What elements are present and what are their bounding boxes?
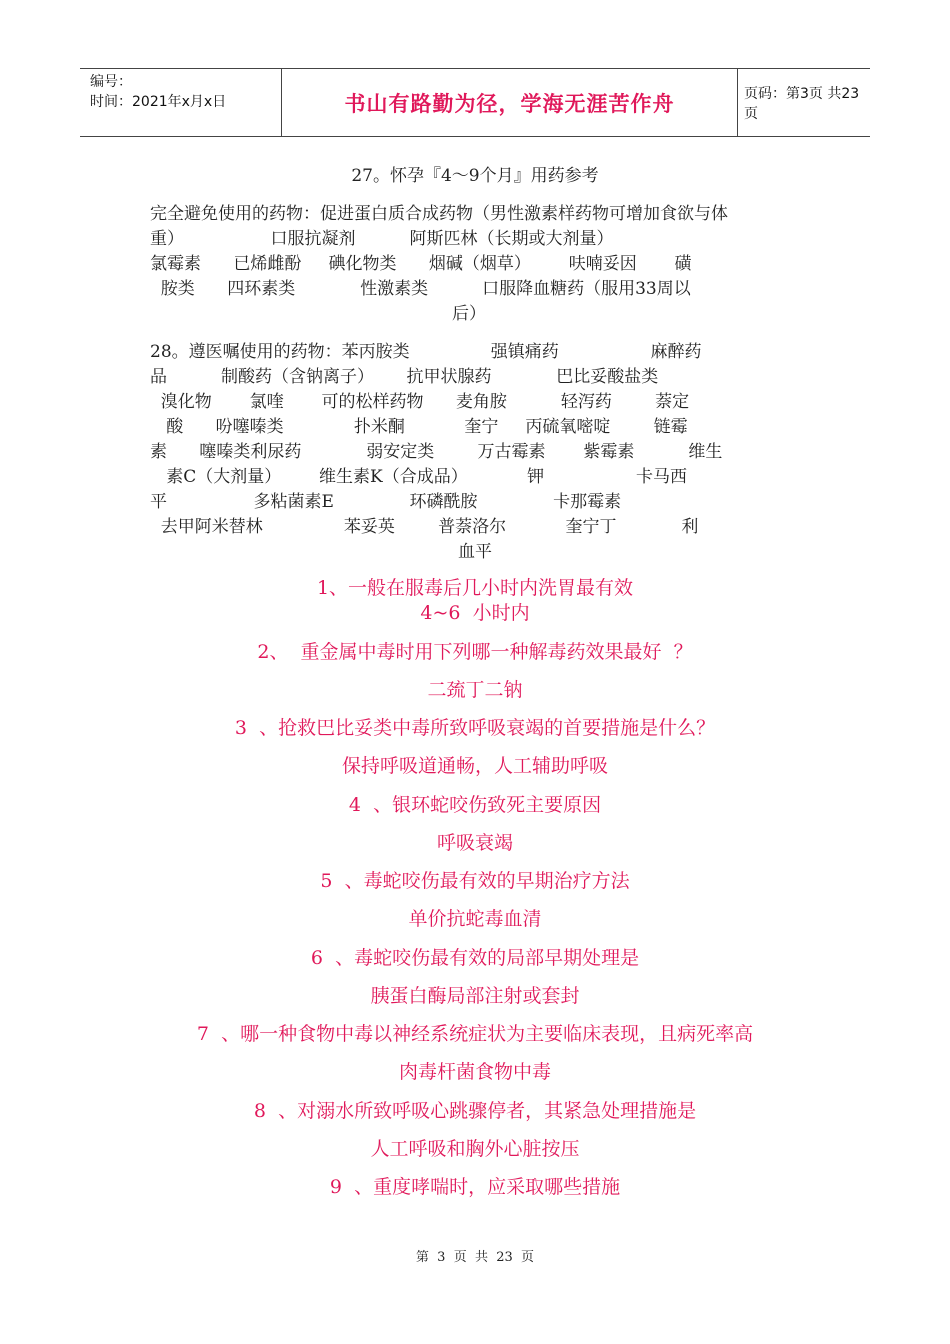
qa-answer: 肉毒杆菌食物中毒 [398,1061,551,1083]
time-label: 时间：2021年x月x日 [90,94,227,110]
qa-question: 5 、毒蛇咬伤最有效的早期治疗方法 [320,870,630,892]
section-28-line: 溴化物 氯喹 可的松样药物 麦角胺 轻泻药 萘定 [150,392,690,412]
section-28-line: 28。遵医嘱使用的药物：苯丙胺类 强镇痛药 麻醉药 [150,342,702,362]
section-27-title: 27。怀孕『4～9个月』用药参考 [351,166,599,186]
section-28-line: 素C（大剂量） 维生素K（合成品） 钾 卡马西 [150,467,688,487]
section-27-line: 氯霉素 已烯雌酚 碘化物类 烟碱（烟草） 呋喃妥因 磺 [150,254,692,274]
qa-question: 1、一般在服毒后几小时内洗胃最有效 [316,577,634,599]
qa-question: 2、 重金属中毒时用下列哪一种解毒药效果最好 ？ [257,641,693,663]
section-28-line: 去甲阿米替林 苯妥英 普萘洛尔 奎宁丁 利 [150,517,699,537]
section-27-line: 胺类 四环素类 性激素类 口服降血糖药（服用33周以 [150,279,691,299]
page-footer: 第 3 页 共 23 页 [415,1250,535,1265]
document-header [80,68,870,137]
section-27-line: 重） 口服抗凝剂 阿斯匹林（长期或大剂量） [150,229,614,249]
qa-answer: 4~6 小时内 [420,602,530,624]
qa-question: 6 、毒蛇咬伤最有效的局部早期处理是 [310,947,640,969]
section-28-line: 血平 [458,542,492,562]
qa-question: 4 、银环蛇咬伤致死主要原因 [348,794,602,816]
header-page-info: 页码：第3页 共23页 [744,85,860,122]
header-meta [80,69,282,136]
qa-answer: 呼吸衰竭 [436,832,513,854]
qa-question: 9 、重度哮喘时，应采取哪些措施 [329,1176,621,1198]
qa-answer: 胰蛋白酶局部注射或套封 [370,985,580,1007]
section-28-line: 品 制酸药（含钠离子） 抗甲状腺药 巴比妥酸盐类 [150,367,659,387]
qa-question: 3 、抢救巴比妥类中毒所致呼吸衰竭的首要措施是什么？ [234,717,716,739]
header-motto: 书山有路勤为径，学海无涯苦作舟 [282,69,738,136]
section-27-line: 完全避免使用的药物：促进蛋白质合成药物（男性激素样药物可增加食欲与体 [150,204,728,224]
qa-answer: 二巯丁二钠 [427,679,523,701]
qa-question: 8 、对溺水所致呼吸心跳骤停者，其紧急处理措施是 [253,1100,697,1122]
section-27-line: 后） [452,304,486,324]
qa-answer: 单价抗蛇毒血清 [408,908,542,930]
qa-answer: 保持呼吸道通畅，人工辅助呼吸 [341,755,608,777]
section-28-line: 酸 吩噻嗪类 扑米酮 奎宁 丙硫氧嘧啶 链霉 [150,417,688,437]
qa-answer: 人工呼吸和胸外心脏按压 [370,1138,580,1160]
qa-question: 7 、哪一种食物中毒以神经系统症状为主要临床表现，且病死率高 [196,1023,754,1045]
number-label: 编号： [90,74,132,90]
section-28-line: 素 噻嗪类利尿药 弱安定类 万古霉素 紫霉素 维生 [150,442,723,462]
section-28-line: 平 多粘菌素E 环磷酰胺 卡那霉素 [150,492,622,512]
